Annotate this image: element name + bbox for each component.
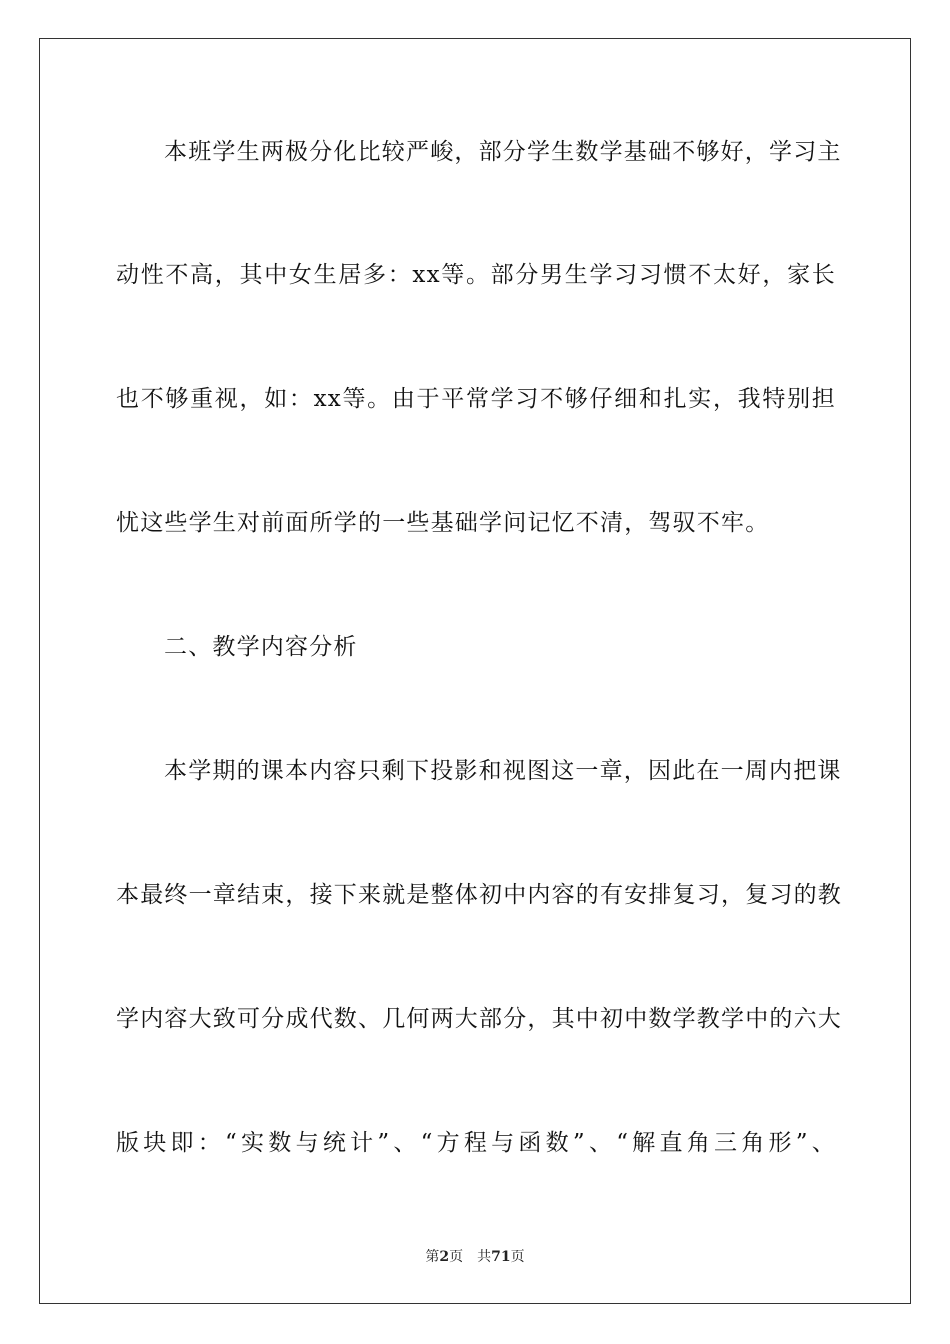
paragraph-2-line-3: 学内容大致可分成代数、几何两大部分，其中初中数学教学中的六大: [116, 1006, 842, 1032]
footer-total-number: 71: [491, 1249, 511, 1265]
paragraph-1-line-3: 也不够重视，如：xx等。由于平常学习不够仔细和扎实，我特别担: [116, 386, 836, 412]
paragraph-1-line-4: 忧这些学生对前面所学的一些基础学问记忆不清，驾驭不牢。: [116, 510, 770, 536]
paragraph-2-line-1: 本学期的课本内容只剩下投影和视图这一章，因此在一周内把课: [164, 758, 842, 784]
footer-total-prefix: 共: [477, 1249, 492, 1265]
paragraph-2-line-4: 版块即：“实数与统计”、“方程与函数”、“解直角三角形”、: [116, 1130, 836, 1156]
section-heading: 二、教学内容分析: [164, 634, 358, 660]
paragraph-2-line-2: 本最终一章结束，接下来就是整体初中内容的有安排复习，复习的教: [116, 882, 842, 908]
page-border: [39, 38, 911, 1304]
footer-page-prefix: 第: [425, 1249, 440, 1265]
footer-total-suffix: 页: [510, 1249, 525, 1265]
paragraph-1-line-2: 动性不高，其中女生居多：xx等。部分男生学习习惯不太好，家长: [116, 262, 836, 288]
paragraph-1-line-1: 本班学生两极分化比较严峻，部分学生数学基础不够好，学习主: [164, 139, 842, 165]
footer-page-suffix: 页: [449, 1249, 464, 1265]
footer-page-number: 2: [439, 1249, 450, 1265]
page-footer: [0, 1247, 950, 1267]
